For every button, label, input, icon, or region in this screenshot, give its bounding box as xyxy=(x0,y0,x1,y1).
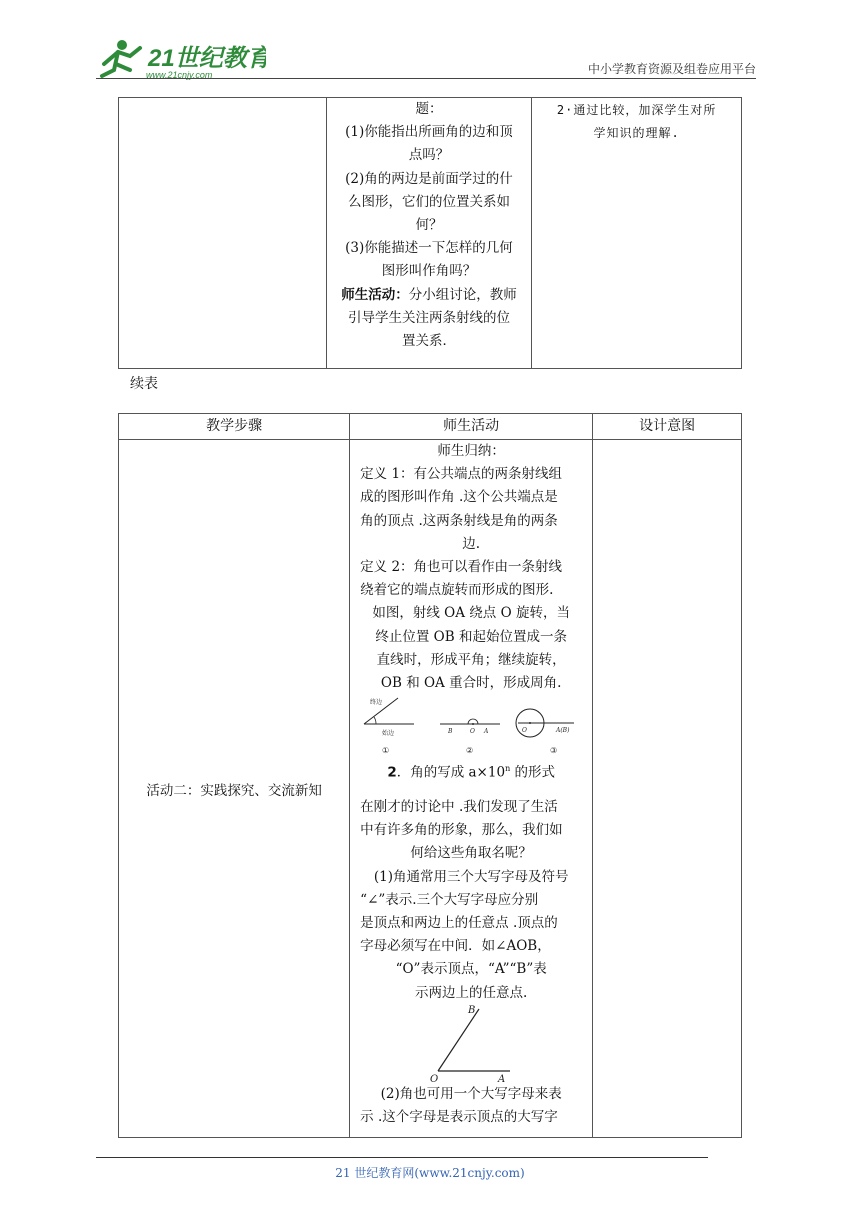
activity-line: (1)你能指出所画角的边和顶 xyxy=(345,124,513,141)
para-line: “∠”表示.三个大写字母应分别 xyxy=(360,891,539,908)
activity-line: 题： xyxy=(415,101,443,117)
header-teaching-steps: 教学步骤 xyxy=(119,414,350,440)
teacher-activity: 师生活动：分小组讨论，教师 xyxy=(341,286,517,303)
activity-line: 点吗？ xyxy=(408,147,450,164)
activity-cell-main xyxy=(350,440,593,1138)
svg-text:www.21cnjy.com: www.21cnjy.com xyxy=(146,70,213,80)
lesson-table-top xyxy=(118,97,742,369)
para-line: 是顶点和两边上的任意点 .顶点的 xyxy=(360,914,558,931)
svg-text:B: B xyxy=(468,1004,476,1016)
svg-text:始边: 始边 xyxy=(382,730,395,738)
svg-text:A: A xyxy=(484,728,489,736)
intent-line: 学知识的理解. xyxy=(593,126,680,140)
activity-line: 图形叫作角吗？ xyxy=(381,263,477,280)
svg-text:终边: 终边 xyxy=(370,699,383,707)
header-activity: 师生活动 xyxy=(350,414,593,440)
header-design-intent: 设计意图 xyxy=(593,414,742,440)
svg-text:A(B): A(B) xyxy=(556,727,570,735)
activity-line: 置关系． xyxy=(401,333,456,350)
svg-text:①: ① xyxy=(382,746,390,756)
svg-text:③: ③ xyxy=(550,746,558,756)
para-line: 定义 2：角也可以看作由一条射线 xyxy=(360,559,563,576)
svg-text:②: ② xyxy=(466,746,474,756)
svg-text:O: O xyxy=(522,727,528,735)
activity-line: (2)角的两边是前面学过的什 xyxy=(345,170,513,187)
activity-line: 么图形，它们的位置关系如 xyxy=(347,193,510,210)
svg-text:21世纪教育: 21世纪教育 xyxy=(148,45,266,72)
para-line: OB 和 OA 重合时，形成周角. xyxy=(380,675,562,692)
step-name: 活动二：实践探究、交流新知 xyxy=(119,440,350,1138)
para-line: 在刚才的讨论中 .我们发现了生活 xyxy=(360,798,558,815)
svg-text:B: B xyxy=(448,728,453,736)
continued-label: 续表 xyxy=(130,376,158,392)
para-line: (2)角也可用一个大写字母来表 xyxy=(380,1085,562,1102)
intent-cell-empty xyxy=(593,440,742,1138)
svg-text:A: A xyxy=(498,1073,506,1083)
intent-cell xyxy=(532,98,742,369)
footer-text: 21 世纪教育网(www.21cnjy.com) xyxy=(335,1166,525,1180)
activity-cell xyxy=(326,98,532,369)
para-line: 中有许多角的形象，那么，我们如 xyxy=(360,822,563,839)
para-line: 师生归纳： xyxy=(437,443,505,459)
activity-line: 引导学生关注两条射线的位 xyxy=(347,309,510,326)
svg-text:O: O xyxy=(470,728,476,736)
para-line: 角的顶点 .这两条射线是角的两条 xyxy=(360,512,558,529)
intent-line: 2·通过比较，加深学生对所 xyxy=(556,103,717,117)
para-line: (1)角通常用三个大写字母及符号 xyxy=(373,868,569,885)
step-cell-empty xyxy=(119,98,327,369)
lesson-table-main xyxy=(118,413,742,1138)
platform-title: 中小学教育资源及组卷应用平台 xyxy=(587,62,756,76)
angle-aob-figure xyxy=(360,1005,582,1083)
para-line: 如图，射线 OA 绕点 O 旋转，当 xyxy=(372,605,570,622)
footer-divider xyxy=(96,1157,708,1158)
para-line: 字母必须写在中间．如∠AOB， xyxy=(360,938,551,955)
para-line: 何给这些角取名呢？ xyxy=(410,845,532,862)
header-divider xyxy=(96,78,756,79)
section-heading: 2．角的写成 $a\times 10^n$ 的形式 xyxy=(387,764,556,781)
site-logo xyxy=(96,36,266,82)
para-line: 示两边上的任意点. xyxy=(415,984,528,1001)
svg-text:O: O xyxy=(430,1073,439,1083)
activity-line: 何？ xyxy=(415,217,443,234)
angle-rotation-figure xyxy=(360,695,582,757)
para-line: 定义 1：有公共端点的两条射线组 xyxy=(360,466,563,483)
para-line: 示 .这个字母是表示顶点的大写字 xyxy=(360,1108,558,1125)
para-line: 边. xyxy=(462,535,481,552)
para-line: 绕着它的端点旋转而形成的图形. xyxy=(360,582,554,599)
activity-line: (3)你能描述一下怎样的几何 xyxy=(345,240,513,257)
para-line: 成的图形叫作角 .这个公共端点是 xyxy=(360,489,558,506)
para-line: 终止位置 OB 和起始位置成一条 xyxy=(375,628,567,645)
para-line: 直线时，形成平角；继续旋转， xyxy=(376,651,566,668)
para-line: “O”表示顶点，“A”“B”表 xyxy=(395,961,547,978)
